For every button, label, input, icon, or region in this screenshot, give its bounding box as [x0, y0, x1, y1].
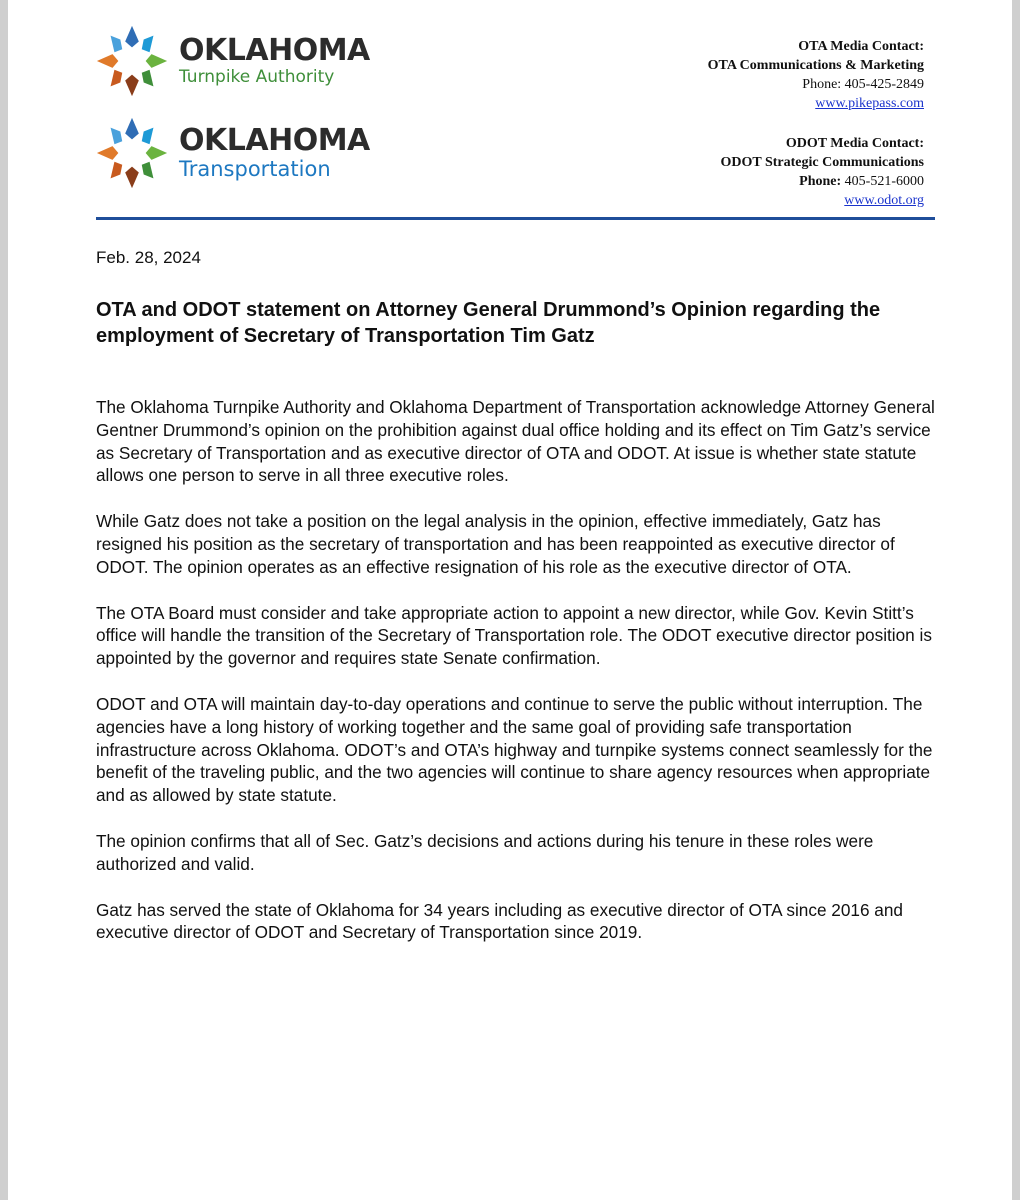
odot-website-link[interactable]: www.odot.org — [844, 193, 924, 208]
odot-logo-subtitle: Transportation — [179, 157, 331, 181]
body-paragraph: While Gatz does not take a position on the legal analysis in the opinion, effective immediately, Gatz has resigned his position as the secretary of transportation and has been reappointed as executive director of ODOT. The opinion operates as an effective resignation of his role as the executive director of OTA. — [96, 511, 895, 577]
odot-logo — [93, 114, 370, 192]
body-paragraph: The opinion confirms that all of Sec. Gatz’s decisions and actions during his tenure in these roles were authorized and valid. — [96, 830, 874, 874]
ota-logo — [93, 22, 370, 100]
body-paragraph: ODOT and OTA will maintain day-to-day operations and continue to serve the public without interruption. The agencies have a long history of working together and the same goal of providing safe transportation infrastructure across Oklahoma. ODOT’s and OTA’s highway and turnpike systems connect seamlessly for the benefit of the traveling public, and the two agencies will continue to share agency resources when appropriate and as allowed by state statute. — [96, 693, 933, 806]
ota-logo-subtitle: Turnpike Authority — [179, 67, 335, 87]
odot-logo-word: OKLAHOMA — [179, 123, 370, 158]
odot-contact-org: ODOT Strategic Communications — [720, 155, 924, 170]
header-divider — [96, 217, 935, 220]
odot-contact-phone-line — [720, 172, 924, 191]
ota-star-mark-icon — [93, 22, 171, 100]
ota-contact-label: OTA Media Contact: — [798, 39, 924, 54]
release-body — [96, 396, 938, 967]
ota-website-link[interactable]: www.pikepass.com — [815, 96, 924, 111]
page-edge-left — [0, 0, 8, 1200]
odot-contact-phone-label: Phone: — [799, 174, 842, 189]
odot-media-contact — [720, 134, 924, 210]
body-paragraph: The Oklahoma Turnpike Authority and Oklahoma Department of Transportation acknowledge Attorney General Gentner Drummond’s opinion on the prohibition against dual office holding and its effect on Tim Gatz’s service as Secretary of Transportation and as executive director of OTA and ODOT. At issue is whether state statute allows one person to serve in all three executive roles. — [96, 397, 935, 486]
body-paragraph: Gatz has served the state of Oklahoma for 34 years including as executive director of OTA since 2016 and executive director of ODOT and Secretary of Transportation since 2019. — [96, 899, 903, 943]
page-edge-right — [1012, 0, 1020, 1200]
release-date: Feb. 28, 2024 — [96, 248, 201, 267]
odot-star-mark-icon — [93, 114, 171, 192]
release-headline: OTA and ODOT statement on Attorney General Drummond’s Opinion regarding the employment of Secretary of Transportation Tim Gatz — [96, 299, 881, 347]
ota-contact-org: OTA Communications & Marketing — [707, 58, 924, 73]
body-paragraph: The OTA Board must consider and take appropriate action to appoint a new director, while Gov. Kevin Stitt’s office will handle the transition of the Secretary of Transportation role. The ODOT executive director position is appointed by the governor and requires state Senate confirmation. — [96, 602, 932, 669]
odot-contact-phone: 405-521-6000 — [841, 174, 924, 189]
odot-contact-label: ODOT Media Contact: — [785, 136, 924, 151]
ota-media-contact — [708, 37, 924, 113]
ota-logo-word: OKLAHOMA — [179, 33, 370, 68]
ota-contact-phone: Phone: 405-425-2849 — [802, 77, 924, 92]
